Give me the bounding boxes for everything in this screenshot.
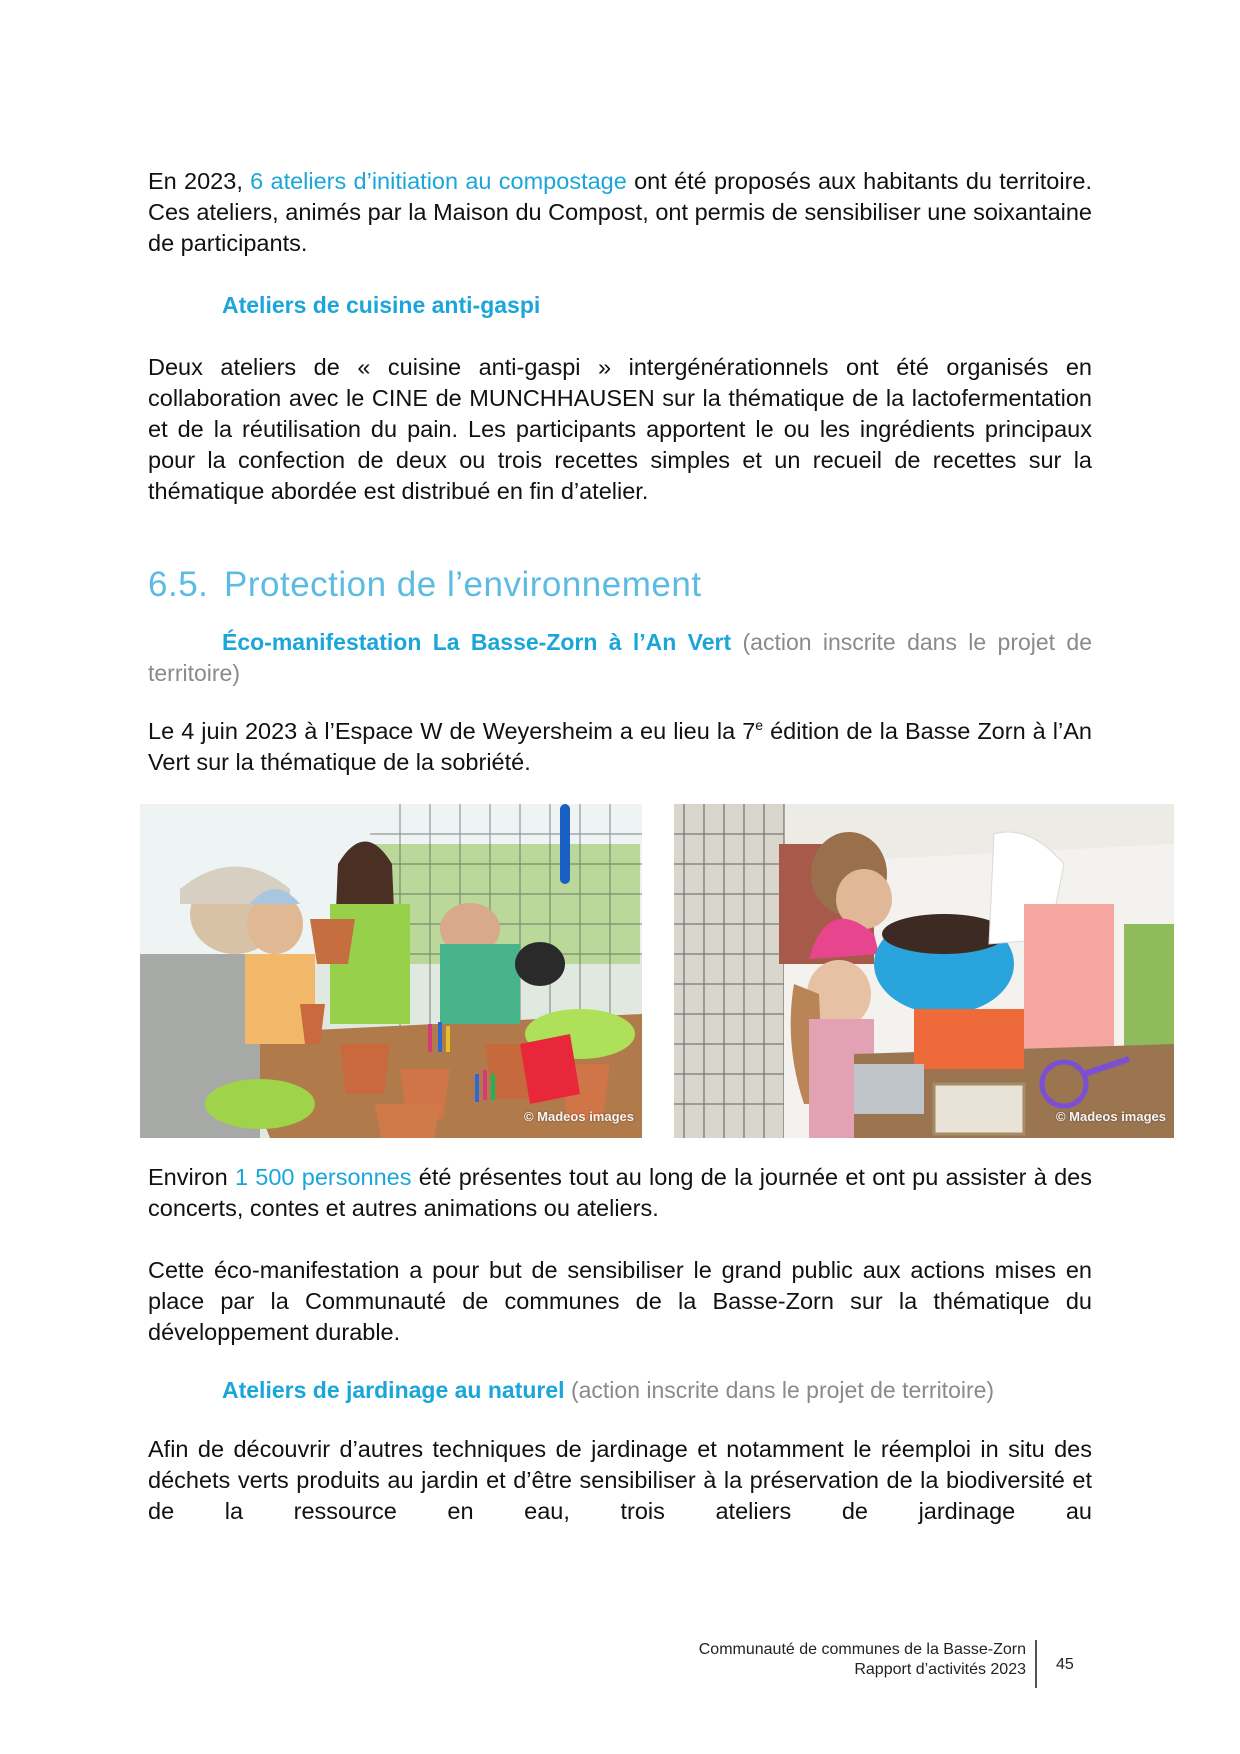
- text: ont été proposés aux habitants du territoire. Ces ateliers, animés par la Maison du Compost, ont permis de sensibiliser une soixantaine de participants.: [148, 168, 1092, 256]
- photo-row: [140, 804, 1166, 1140]
- eco-heading-note: (action inscrite dans le projet de territoire): [148, 629, 1092, 686]
- text: édition de la Basse Zorn à l’An Vert sur la thématique de la sobriété.: [148, 718, 1092, 775]
- text: été présentes tout au long de la journée et ont pu assister à des concerts, contes et autres animations ou ateliers.: [148, 1164, 1092, 1221]
- eco-manifestation-heading: [148, 627, 1092, 689]
- footer-report-title: Rapport d’activités 2023: [854, 1661, 1026, 1678]
- footer-organization: Communauté de communes de la Basse-Zorn: [698, 1641, 1026, 1658]
- photo-credit: © Madeos images: [523, 1109, 634, 1124]
- superscript: e: [755, 717, 764, 733]
- photo-compost-bassine: [674, 804, 1174, 1138]
- photo-compost-illustration: [674, 804, 1174, 1138]
- footer-text: [699, 1640, 1026, 1680]
- jardinage-paragraph: Afin de découvrir d’autres techniques de jardinage et notamment le réemploi in situ des déchets verts produits au jardin et d’être sensibiliser à la préservation de la biodiversité et de la ressource en eau, trois ateliers de jardinage au: [148, 1436, 1092, 1524]
- page-number: 45: [1056, 1656, 1074, 1673]
- compost-paragraph: [148, 166, 1092, 259]
- jardinage-heading: [148, 1375, 1092, 1406]
- section-title: [148, 563, 1092, 607]
- text: En 2023,: [148, 168, 251, 194]
- jardinage-heading-text: Ateliers de jardinage au naturel: [222, 1377, 565, 1403]
- attendance-paragraph: [148, 1162, 1092, 1224]
- photo-pots-illustration: [140, 804, 642, 1138]
- footer-divider: [1035, 1640, 1037, 1688]
- text: Le 4 juin 2023 à l’Espace W de Weyersheim a eu lieu la 7: [148, 718, 756, 744]
- photo-rempotage: [140, 804, 642, 1138]
- eco-heading-text: Éco-manifestation La Basse-Zorn à l’An Vert: [222, 629, 732, 655]
- photo-credit: © Madeos images: [1055, 1109, 1166, 1124]
- antigaspi-paragraph: Deux ateliers de « cuisine anti-gaspi » intergénérationnels ont été organisés en collaboration avec le CINE de MUNCHHAUSEN sur la thématique de la lactofermentation et de la réutilisation du pain. Les participants apportent le ou les ingrédients principaux pour la confection de deux ou trois recettes simples et un recueil de recettes sur la thématique abordée est distribué en fin d’atelier.: [148, 354, 1092, 504]
- text: Environ: [148, 1164, 235, 1190]
- jardinage-heading-note: (action inscrite dans le projet de territoire): [564, 1377, 995, 1403]
- compost-highlight: 6 ateliers d’initiation au compostage: [250, 168, 627, 194]
- eco-intro-paragraph: [148, 716, 1092, 778]
- attendance-highlight: 1 500 personnes: [234, 1164, 412, 1190]
- section-title-text: Protection de l’environnement: [224, 565, 702, 604]
- page-content: [148, 166, 1166, 1527]
- section-number: 6.5.: [148, 565, 209, 604]
- antigaspi-heading: Ateliers de cuisine anti-gaspi: [222, 292, 541, 318]
- page-footer: [0, 1636, 1240, 1696]
- purpose-paragraph: Cette éco-manifestation a pour but de sensibiliser le grand public aux actions mises en place par la Communauté de communes de la Basse-Zorn sur la thématique du développement durable.: [148, 1257, 1092, 1345]
